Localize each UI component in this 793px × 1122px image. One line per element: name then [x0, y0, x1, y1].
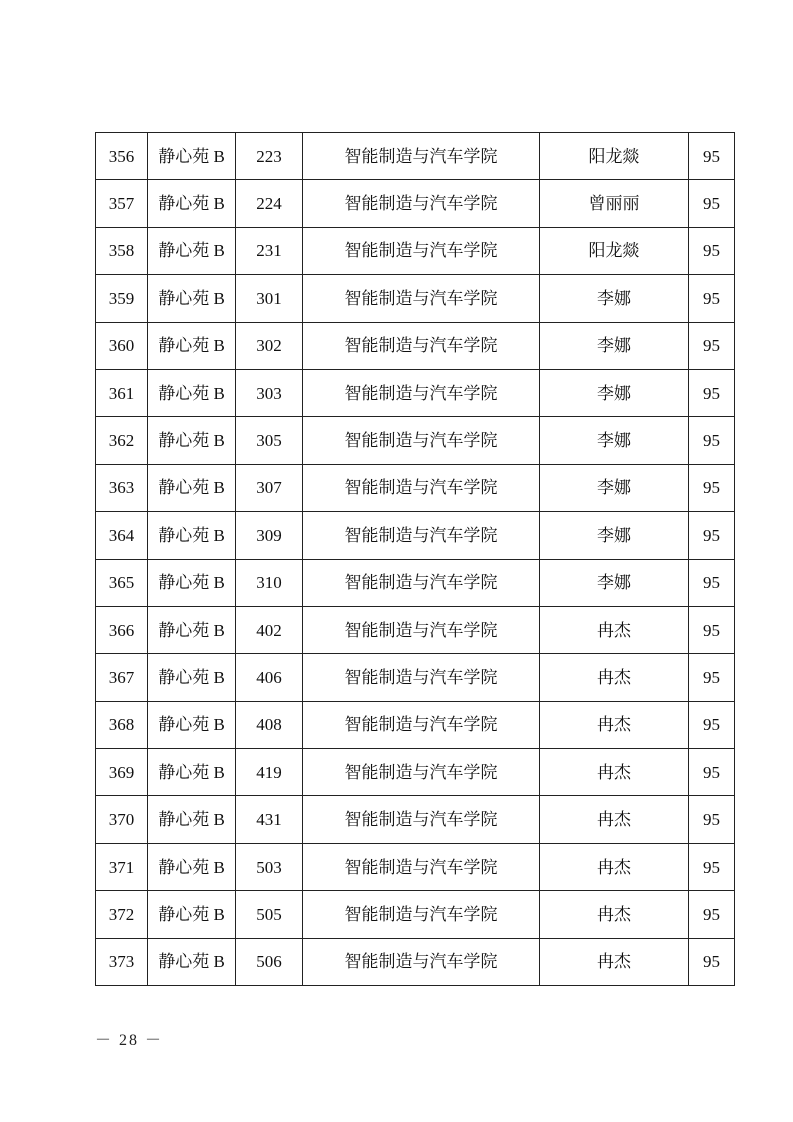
building-cell: 静心苑 B	[148, 559, 236, 606]
room-number-cell: 231	[236, 227, 303, 274]
building-cell: 静心苑 B	[148, 843, 236, 890]
table-row	[96, 180, 735, 227]
college-cell: 智能制造与汽车学院	[303, 938, 540, 985]
row-number-cell: 371	[96, 843, 148, 890]
score-cell: 95	[689, 227, 735, 274]
score-cell: 95	[689, 796, 735, 843]
building-cell: 静心苑 B	[148, 796, 236, 843]
responsible-person-cell: 冉杰	[540, 891, 689, 938]
row-number-cell: 365	[96, 559, 148, 606]
room-number-cell: 402	[236, 606, 303, 653]
score-cell: 95	[689, 606, 735, 653]
score-cell: 95	[689, 891, 735, 938]
responsible-person-cell: 李娜	[540, 369, 689, 416]
college-cell: 智能制造与汽车学院	[303, 369, 540, 416]
responsible-person-cell: 冉杰	[540, 701, 689, 748]
table-row	[96, 464, 735, 511]
room-number-cell: 305	[236, 417, 303, 464]
row-number-cell: 361	[96, 369, 148, 416]
college-cell: 智能制造与汽车学院	[303, 891, 540, 938]
responsible-person-cell: 冉杰	[540, 843, 689, 890]
building-cell: 静心苑 B	[148, 133, 236, 180]
row-number-cell: 364	[96, 512, 148, 559]
score-cell: 95	[689, 654, 735, 701]
row-number-cell: 367	[96, 654, 148, 701]
table-row	[96, 606, 735, 653]
room-number-cell: 419	[236, 749, 303, 796]
table-row	[96, 133, 735, 180]
score-cell: 95	[689, 275, 735, 322]
room-number-cell: 505	[236, 891, 303, 938]
building-cell: 静心苑 B	[148, 891, 236, 938]
table-row	[96, 512, 735, 559]
row-number-cell: 360	[96, 322, 148, 369]
college-cell: 智能制造与汽车学院	[303, 180, 540, 227]
table-row	[96, 322, 735, 369]
row-number-cell: 369	[96, 749, 148, 796]
score-cell: 95	[689, 701, 735, 748]
room-number-cell: 303	[236, 369, 303, 416]
building-cell: 静心苑 B	[148, 654, 236, 701]
responsible-person-cell: 冉杰	[540, 654, 689, 701]
responsible-person-cell: 阳龙燚	[540, 133, 689, 180]
row-number-cell: 359	[96, 275, 148, 322]
responsible-person-cell: 冉杰	[540, 606, 689, 653]
college-cell: 智能制造与汽车学院	[303, 749, 540, 796]
room-number-cell: 503	[236, 843, 303, 890]
building-cell: 静心苑 B	[148, 369, 236, 416]
table-row	[96, 654, 735, 701]
room-number-cell: 307	[236, 464, 303, 511]
college-cell: 智能制造与汽车学院	[303, 654, 540, 701]
college-cell: 智能制造与汽车学院	[303, 701, 540, 748]
college-cell: 智能制造与汽车学院	[303, 796, 540, 843]
table-row	[96, 938, 735, 985]
score-cell: 95	[689, 369, 735, 416]
building-cell: 静心苑 B	[148, 749, 236, 796]
dormitory-score-table	[95, 132, 735, 986]
room-number-cell: 408	[236, 701, 303, 748]
score-cell: 95	[689, 512, 735, 559]
room-number-cell: 302	[236, 322, 303, 369]
score-cell: 95	[689, 417, 735, 464]
score-cell: 95	[689, 133, 735, 180]
table-body	[96, 133, 735, 986]
score-cell: 95	[689, 464, 735, 511]
page-number: － 28 －	[95, 1032, 164, 1049]
responsible-person-cell: 阳龙燚	[540, 227, 689, 274]
building-cell: 静心苑 B	[148, 227, 236, 274]
college-cell: 智能制造与汽车学院	[303, 133, 540, 180]
table-row	[96, 891, 735, 938]
responsible-person-cell: 曾丽丽	[540, 180, 689, 227]
responsible-person-cell: 李娜	[540, 417, 689, 464]
college-cell: 智能制造与汽车学院	[303, 512, 540, 559]
responsible-person-cell: 冉杰	[540, 938, 689, 985]
row-number-cell: 373	[96, 938, 148, 985]
room-number-cell: 223	[236, 133, 303, 180]
college-cell: 智能制造与汽车学院	[303, 464, 540, 511]
room-number-cell: 506	[236, 938, 303, 985]
building-cell: 静心苑 B	[148, 512, 236, 559]
room-number-cell: 301	[236, 275, 303, 322]
responsible-person-cell: 李娜	[540, 559, 689, 606]
responsible-person-cell: 李娜	[540, 322, 689, 369]
row-number-cell: 368	[96, 701, 148, 748]
building-cell: 静心苑 B	[148, 322, 236, 369]
row-number-cell: 362	[96, 417, 148, 464]
score-cell: 95	[689, 749, 735, 796]
responsible-person-cell: 李娜	[540, 512, 689, 559]
table-row	[96, 369, 735, 416]
college-cell: 智能制造与汽车学院	[303, 559, 540, 606]
building-cell: 静心苑 B	[148, 938, 236, 985]
room-number-cell: 406	[236, 654, 303, 701]
row-number-cell: 363	[96, 464, 148, 511]
room-number-cell: 224	[236, 180, 303, 227]
table-row	[96, 843, 735, 890]
room-number-cell: 431	[236, 796, 303, 843]
score-cell: 95	[689, 843, 735, 890]
score-cell: 95	[689, 180, 735, 227]
responsible-person-cell: 冉杰	[540, 749, 689, 796]
responsible-person-cell: 李娜	[540, 275, 689, 322]
room-number-cell: 310	[236, 559, 303, 606]
building-cell: 静心苑 B	[148, 606, 236, 653]
row-number-cell: 372	[96, 891, 148, 938]
table-row	[96, 796, 735, 843]
row-number-cell: 370	[96, 796, 148, 843]
college-cell: 智能制造与汽车学院	[303, 275, 540, 322]
college-cell: 智能制造与汽车学院	[303, 227, 540, 274]
table-row	[96, 701, 735, 748]
responsible-person-cell: 李娜	[540, 464, 689, 511]
building-cell: 静心苑 B	[148, 180, 236, 227]
row-number-cell: 356	[96, 133, 148, 180]
building-cell: 静心苑 B	[148, 464, 236, 511]
room-number-cell: 309	[236, 512, 303, 559]
building-cell: 静心苑 B	[148, 701, 236, 748]
row-number-cell: 357	[96, 180, 148, 227]
college-cell: 智能制造与汽车学院	[303, 417, 540, 464]
table-row	[96, 749, 735, 796]
responsible-person-cell: 冉杰	[540, 796, 689, 843]
table-row	[96, 417, 735, 464]
table-row	[96, 559, 735, 606]
building-cell: 静心苑 B	[148, 275, 236, 322]
score-cell: 95	[689, 938, 735, 985]
table-row	[96, 275, 735, 322]
college-cell: 智能制造与汽车学院	[303, 606, 540, 653]
row-number-cell: 366	[96, 606, 148, 653]
building-cell: 静心苑 B	[148, 417, 236, 464]
table-row	[96, 227, 735, 274]
row-number-cell: 358	[96, 227, 148, 274]
college-cell: 智能制造与汽车学院	[303, 843, 540, 890]
college-cell: 智能制造与汽车学院	[303, 322, 540, 369]
score-cell: 95	[689, 322, 735, 369]
score-cell: 95	[689, 559, 735, 606]
